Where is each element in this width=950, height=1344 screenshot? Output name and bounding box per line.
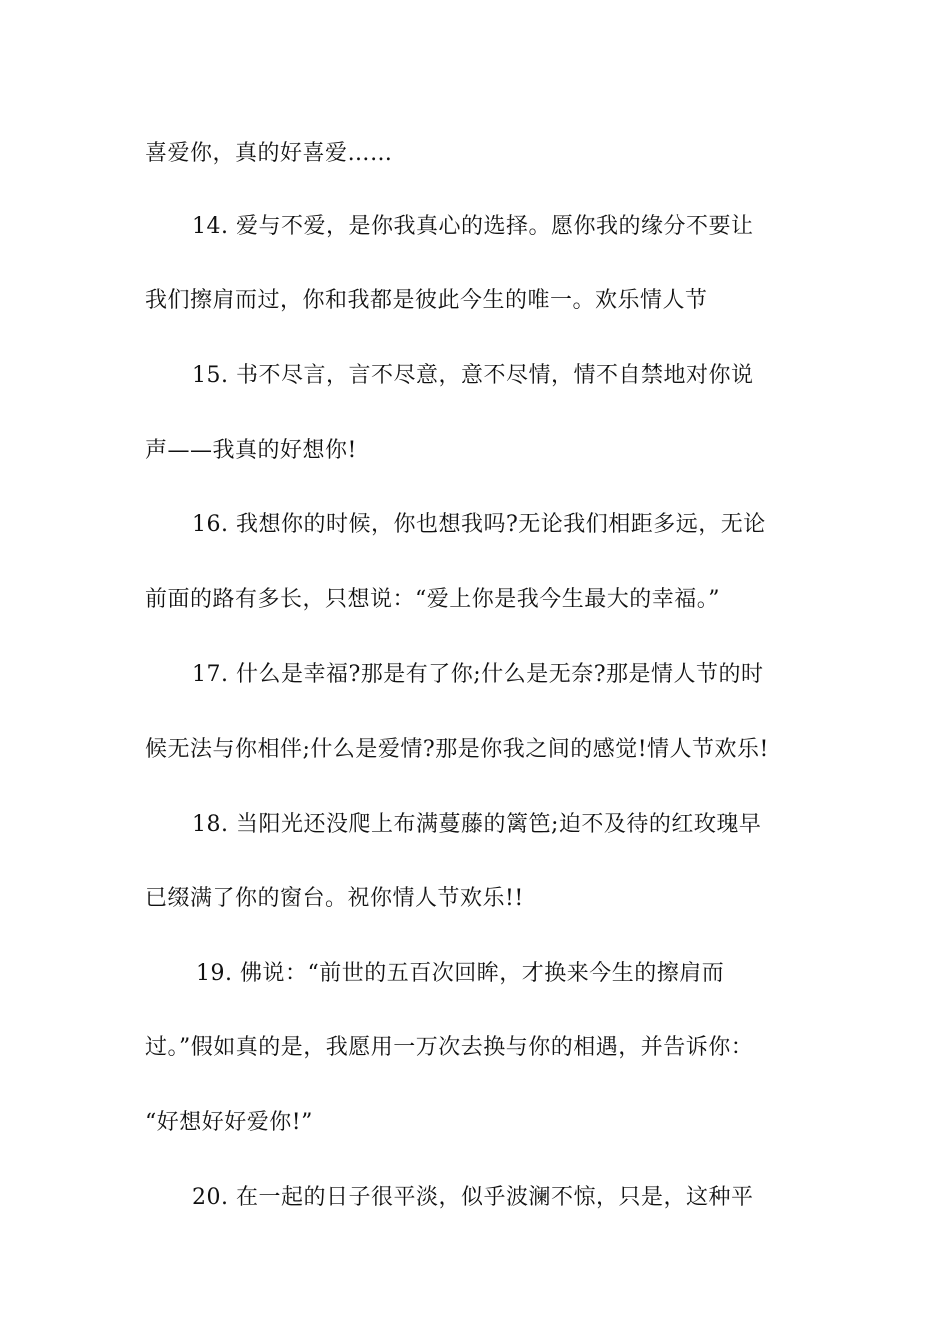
text-line: 前面的路有多长，只想说：“爱上你是我今生最大的幸福。” [145, 587, 720, 612]
text-line: 16. 我想你的时候，你也想我吗?无论我们相距多远，无论 [192, 512, 766, 537]
text-line: 15. 书不尽言，言不尽意，意不尽情，情不自禁地对你说 [192, 363, 754, 388]
text-line: 17. 什么是幸福?那是有了你;什么是无奈?那是情人节的时 [192, 662, 764, 687]
text-line: 20. 在一起的日子很平淡，似乎波澜不惊，只是，这种平 [192, 1185, 754, 1210]
text-line: 喜爱你，真的好喜爱…… [145, 141, 393, 166]
text-line: 过。”假如真的是，我愿用一万次去换与你的相遇，并告诉你： [145, 1035, 754, 1060]
text-line: 我们擦肩而过，你和我都是彼此今生的唯一。欢乐情人节 [145, 288, 708, 313]
text-line: “好想好好爱你!” [145, 1110, 313, 1135]
text-line: 18. 当阳光还没爬上布满蔓藤的篱笆;迫不及待的红玫瑰早 [192, 812, 762, 837]
text-line: 声——我真的好想你! [145, 438, 357, 463]
text-line: 已缀满了你的窗台。祝你情人节欢乐!! [145, 886, 524, 911]
text-line: 14. 爱与不爱，是你我真心的选择。愿你我的缘分不要让 [192, 214, 754, 239]
text-line: 候无法与你相伴;什么是爱情?那是你我之间的感觉!情人节欢乐! [145, 737, 769, 762]
text-line: 19. 佛说：“前世的五百次回眸，才换来今生的擦肩而 [196, 961, 725, 986]
